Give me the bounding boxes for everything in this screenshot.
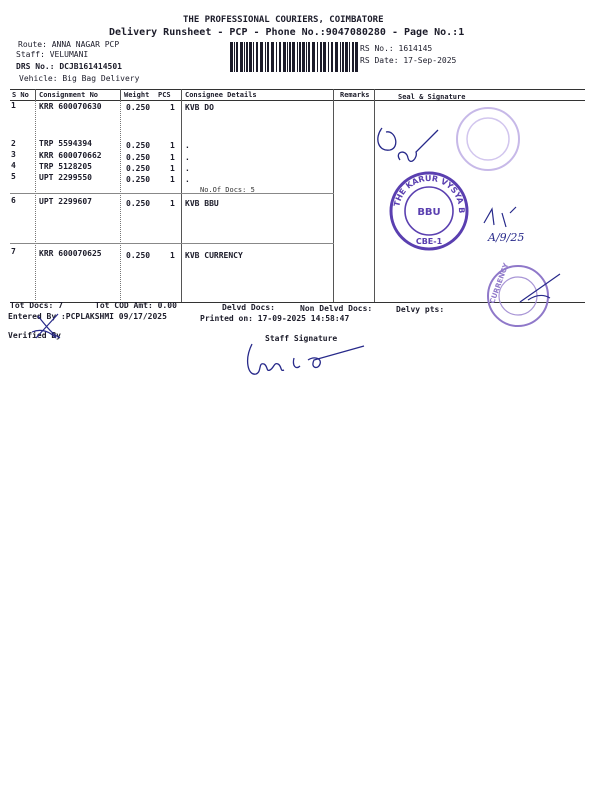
vehicle-label: Vehicle: Big Bag Delivery [19, 74, 140, 83]
row-details: KVB BBU [185, 199, 219, 208]
row-pcs: 1 [170, 164, 175, 173]
row-details: . [185, 175, 190, 184]
lower-seal-text: CURRENCY [488, 262, 511, 305]
row-consignment: UPT 2299550 [39, 173, 92, 182]
row-consignment: KRR 600070630 [39, 102, 102, 111]
delvd-docs: Delvd Docs: [222, 303, 275, 312]
row-consignment: KRR 600070625 [39, 249, 102, 258]
verified-by: Verified By [8, 331, 61, 340]
row-weight: 0.250 [126, 153, 151, 162]
row-weight: 0.250 [126, 175, 151, 184]
row-weight: 0.250 [126, 164, 151, 173]
row-sno: 4 [11, 161, 16, 170]
company-name: THE PROFESSIONAL COURIERS, COIMBATORE [183, 15, 384, 25]
bank-code-text: CBE-1 [415, 237, 443, 246]
drs-number: DRS No.: DCJB161414501 [16, 62, 122, 71]
row-pcs: 1 [170, 103, 175, 112]
staff-signature-label: Staff Signature [265, 334, 338, 343]
runsheet-title: Delivery Runsheet - PCP - Phone No.:9047080280 - Page No.:1 [109, 27, 465, 38]
row-sno: 2 [11, 139, 16, 148]
row-weight: 0.250 [126, 199, 151, 208]
signature-row1-icon [372, 108, 442, 178]
row-weight: 0.250 [126, 251, 151, 260]
rs-date: RS Date: 17-Sep-2025 [360, 56, 457, 65]
row-pcs: 1 [170, 199, 175, 208]
row-weight: 0.250 [126, 141, 151, 150]
row-sno: 7 [11, 247, 16, 256]
non-delvd-docs: Non Delvd Docs: [300, 304, 373, 313]
printed-on: Printed on: 17-09-2025 14:58:47 [200, 314, 350, 323]
row-details: . [185, 164, 190, 173]
row-details: . [185, 153, 190, 162]
staff-signature-icon [244, 340, 374, 380]
col-consignment: Consignment No [39, 91, 99, 99]
row-pcs: 1 [170, 251, 175, 260]
row-consignment: TRP 5128205 [39, 162, 92, 171]
col-consignee-details: Consignee Details [185, 91, 257, 99]
handwritten-date-icon [480, 203, 560, 248]
row-details: . [185, 141, 190, 150]
currency-seal-icon [480, 262, 560, 332]
row-sno: 5 [11, 172, 16, 181]
entered-by: Entered By :PCPLAKSHMI 09/17/2025 [8, 312, 167, 321]
row-consignment: TRP 5594394 [39, 139, 92, 148]
no-of-docs: No.Of Docs: 5 [200, 186, 255, 194]
col-weight: Weight [124, 91, 150, 99]
bank-seal-icon [384, 163, 470, 252]
tot-docs: Tot Docs: 7 [10, 301, 63, 310]
route-label: Route: ANNA NAGAR PCP [18, 40, 120, 49]
row-pcs: 1 [170, 141, 175, 150]
bank-ring-text: THE KARUR VYSYA BANK LTD [384, 163, 467, 214]
row-consignment: UPT 2299607 [39, 197, 92, 206]
faded-seal-icon [453, 104, 523, 174]
row-pcs: 1 [170, 175, 175, 184]
col-pcs: PCS [158, 91, 171, 99]
row-pcs: 1 [170, 153, 175, 162]
row-details: KVB DO [185, 103, 214, 112]
delvy-pts: Delvy pts: [396, 305, 445, 314]
handwritten-date-text: A/9/25 [488, 231, 525, 244]
tot-cod-amount: Tot COD Amt: 0.00 [95, 301, 177, 310]
col-remarks: Remarks [340, 91, 370, 99]
row-sno: 3 [11, 150, 16, 159]
barcode-icon [230, 42, 358, 72]
staff-label: Staff: VELUMANI [16, 50, 89, 59]
col-sno: S No [12, 91, 29, 99]
row-details: KVB CURRENCY [185, 251, 243, 260]
row-sno: 1 [11, 101, 16, 110]
row-weight: 0.250 [126, 103, 151, 112]
col-seal-signature: Seal & Signature [398, 93, 466, 101]
row-sno: 6 [11, 196, 16, 205]
verified-scribble-icon [30, 308, 66, 344]
row-consignment: KRR 600070662 [39, 151, 102, 160]
bank-branch-text: BBU [417, 207, 441, 218]
rs-number: RS No.: 1614145 [360, 44, 433, 53]
